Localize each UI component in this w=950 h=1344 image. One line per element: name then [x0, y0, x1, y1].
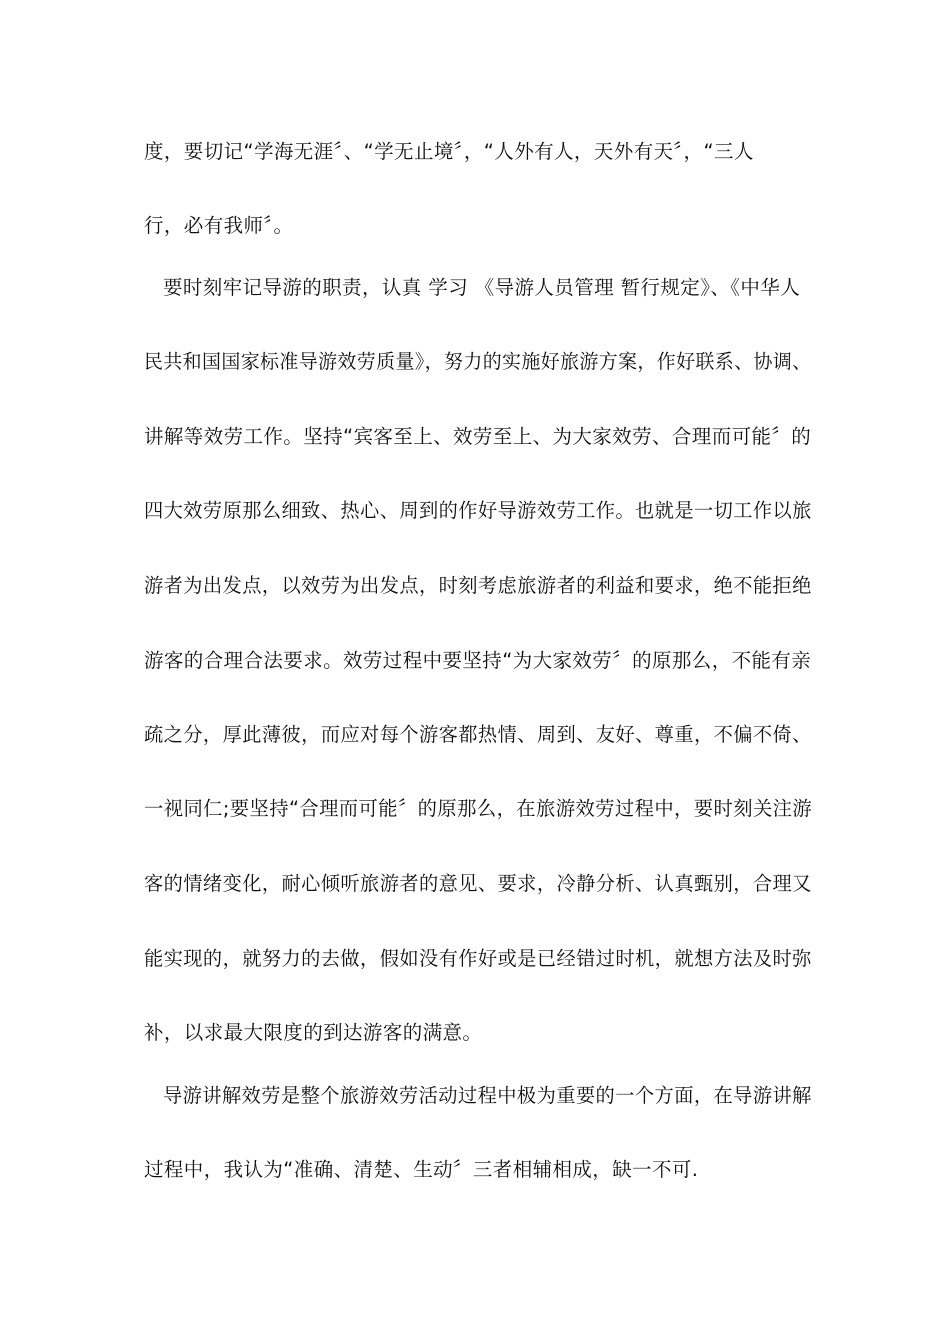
- text-line-15: 过程中，我认为“准确、清楚、生动〞三者相辅相成，缺一不可.: [144, 1158, 699, 1181]
- text-line-5: 讲解等效劳工作。坚持“宾客至上、效劳至上、为大家效劳、合理而可能〞的: [144, 425, 812, 448]
- text-line-13: 补，以求最大限度的到达游客的满意。: [144, 1021, 483, 1044]
- text-line-3: 要时刻牢记导游的职责，认真 学习 《导游人员管理 暂行规定》、《中华人: [163, 276, 801, 299]
- text-line-12: 能实现的，就努力的去做，假如没有作好或是已经错过时机，就想方法及时弥: [144, 947, 812, 970]
- text-line-10: 一视同仁;要坚持“合理而可能〞的原那么，在旅游效劳过程中，要时刻关注游: [144, 797, 813, 820]
- text-line-2: 行，必有我师〞。: [144, 214, 294, 237]
- text-line-11: 客的情绪变化，耐心倾听旅游者的意见、要求，冷静分析、认真甄别，合理又: [144, 872, 812, 895]
- text-line-6: 四大效劳原那么细致、热心、周到的作好导游效劳工作。也就是一切工作以旅: [144, 499, 812, 522]
- text-line-1: 度，要切记“学海无涯〞、“学无止境〞，“人外有人，天外有天〞，“三人: [144, 140, 754, 163]
- text-line-4: 民共和国国家标准导游效劳质量》，努力的实施好旅游方案，作好联系、协调、: [144, 350, 812, 373]
- text-line-9: 疏之分，厚此薄彼，而应对每个游客都热情、周到、友好、尊重，不偏不倚、: [144, 723, 812, 746]
- text-line-8: 游客的合理合法要求。效劳过程中要坚持“为大家效劳〞的原那么，不能有亲: [144, 649, 812, 672]
- text-line-14: 导游讲解效劳是整个旅游效劳活动过程中极为重要的一个方面，在导游讲解: [163, 1084, 812, 1107]
- text-line-7: 游者为出发点，以效劳为出发点，时刻考虑旅游者的利益和要求，绝不能拒绝: [144, 574, 812, 597]
